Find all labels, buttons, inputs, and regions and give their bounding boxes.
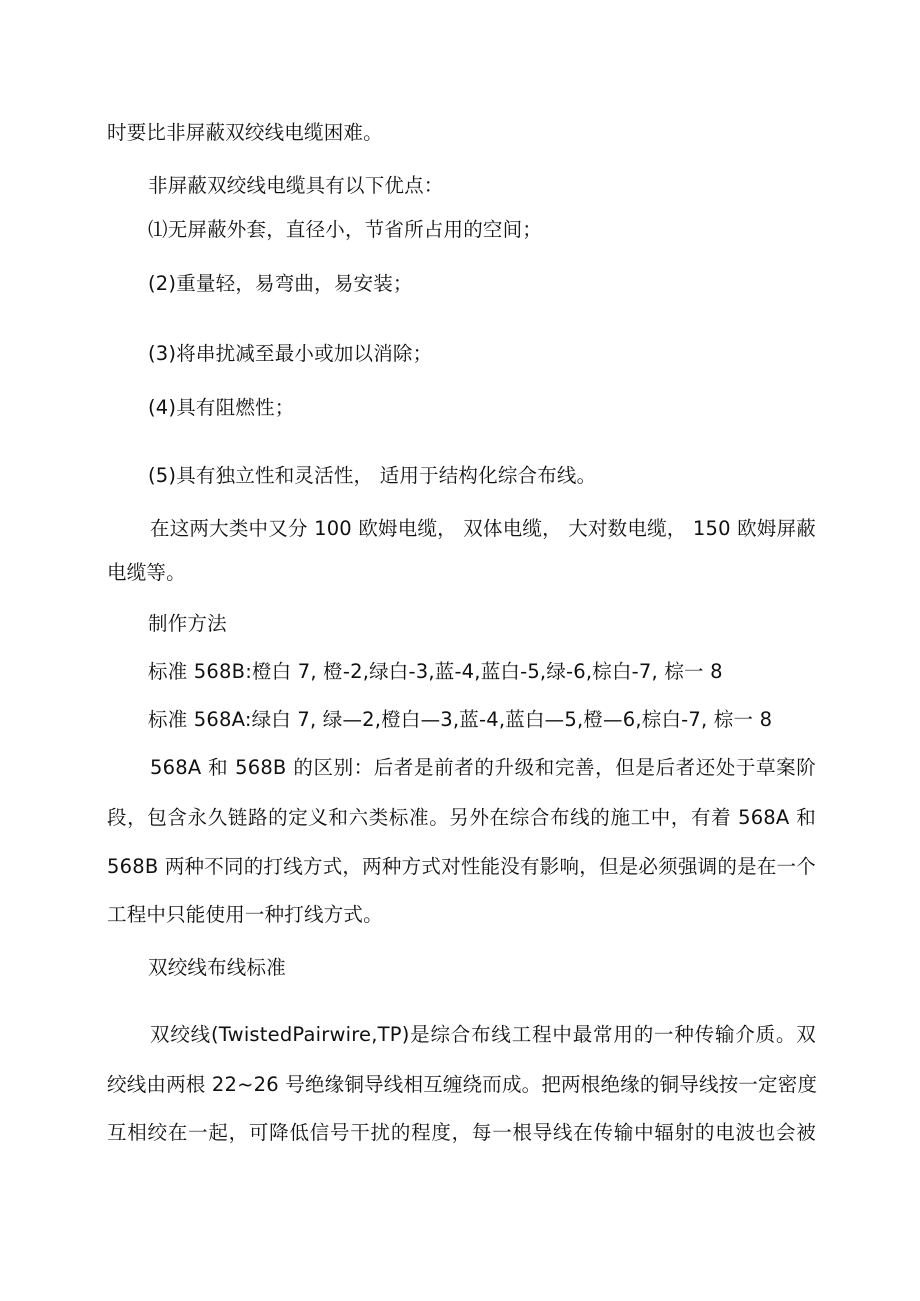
list-item-3: (3)将串扰减至最小或加以消除；	[148, 342, 433, 365]
text-line-11: 互相绞在一起，可降低信号干扰的程度，每一根导线在传输中辐射的电波也会被	[107, 1121, 816, 1144]
list-item-4: (4)具有阻燃性；	[148, 396, 295, 419]
text-line-4: 电缆等。	[107, 561, 186, 584]
list-item-1: ⑴无屏蔽外套，直径小，节省所占用的空间；	[148, 218, 543, 241]
text-line-8: 工程中只能使用一种打线方式。	[107, 903, 383, 926]
list-item-5: (5)具有独立性和灵活性， 适用于结构化综合布线。	[148, 464, 597, 487]
text-line-3: 在这两大类中又分 100 欧姆电缆， 双体电缆， 大对数电缆， 150 欧姆屏蔽	[150, 517, 816, 540]
standard-568b-line: 标准 568B:橙白 7, 橙-2,绿白-3,蓝-4,蓝白-5,绿-6,棕白-7, 棕一 8	[148, 660, 723, 683]
section-title-cabling-standard: 双绞线布线标准	[148, 956, 286, 979]
text-line-7: 568B 两种不同的打线方式，两种方式对性能没有影响，但是必须强调的是在一个	[107, 855, 816, 878]
standard-568a-line: 标准 568A:绿白 7, 绿—2,橙白—3,蓝-4,蓝白—5,橙—6,棕白-7, 棕一 8	[148, 708, 773, 731]
text-line-10: 绞线由两根 22~26 号绝缘铜导线相互缠绕而成。把两根绝缘的铜导线按一定密度	[107, 1073, 818, 1096]
text-line-2: 非屏蔽双绞线电缆具有以下优点：	[148, 174, 444, 197]
section-title-making-method: 制作方法	[148, 612, 227, 635]
text-line-1: 时要比非屏蔽双绞线电缆困难。	[107, 121, 383, 144]
text-line-6: 段，包含永久链路的定义和六类标准。另外在综合布线的施工中，有着 568A 和	[107, 806, 816, 829]
list-item-2: (2)重量轻，易弯曲，易安装；	[148, 272, 413, 295]
text-line-5: 568A 和 568B 的区别：后者是前者的升级和完善，但是后者还处于草案阶	[150, 756, 816, 779]
text-line-9: 双绞线(TwistedPairwire,TP)是综合布线工程中最常用的一种传输介质。双	[150, 1023, 816, 1046]
